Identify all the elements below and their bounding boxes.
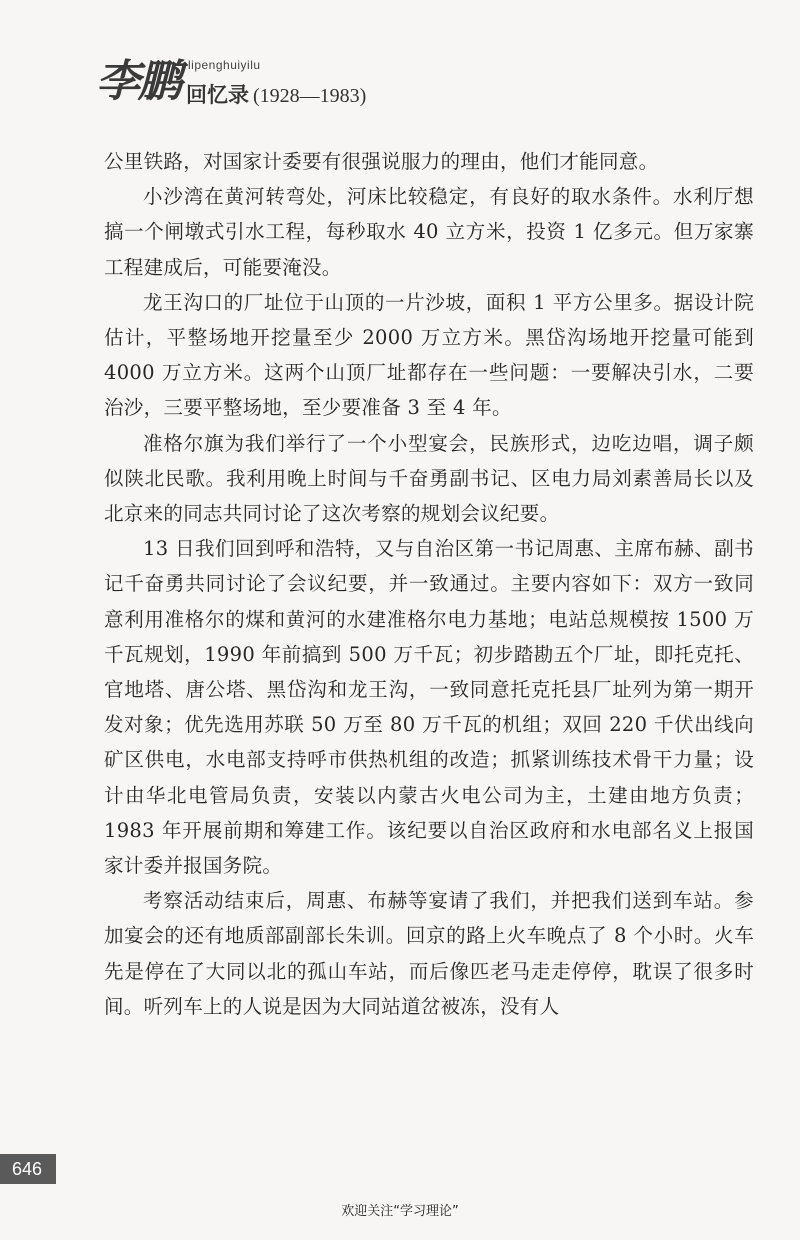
- paragraph: 小沙湾在黄河转弯处，河床比较稳定，有良好的取水条件。水利厅想搞一个闸墩式引水工程，每秒取水 40 立方米，投资 1 亿多元。但万家寨工程建成后，可能要淹没。: [104, 185, 754, 279]
- paragraph: 准格尔旗为我们举行了一个小型宴会，民族形式，边吃边唱，调子颇似陕北民歌。我利用晚上时间与千奋勇副书记、区电力局刘素善局长以及北京来的同志共同讨论了这次考察的规划会议纪要。: [104, 431, 754, 526]
- calligraphy-logo: 李鹏: [96, 56, 180, 107]
- book-years: (1928—1983): [253, 85, 367, 107]
- page-number-rule: [54, 1154, 56, 1184]
- paragraph: 13 日我们回到呼和浩特，又与自治区第一书记周惠、主席布赫、副书记千奋勇共同讨论了会议纪要，并一致通过。主要内容如下：双方一致同意利用准格尔的煤和黄河的水建准格尔电力基地；电站总规模按 1500 万千瓦规划，1990 年前搞到 500 万千瓦；初步踏勘五个厂址，即托克托、官地塔、唐公塔、黑岱沟和龙王沟，一致同意托克托县厂址列为第一期开发对象；优先选用苏联 50 万至 80 万千瓦的机组；双回 220 千伏出线向矿区供电，水电部支持呼市供热机组的改造；抓紧训练技术骨干力量；设计由华北电管局负责，安装以内蒙古火电公司为主，土建由地方负责；1983 年开展前期和筹建工作。该纪要以自治区政府和水电部名义上报国家计委并报国务院。: [104, 537, 754, 878]
- book-title: [186, 82, 366, 109]
- running-header: [96, 52, 496, 116]
- body-text: [104, 144, 754, 1024]
- paragraph-continuation: 公里铁路，对国家计委要有很强说服力的理由，他们才能同意。: [104, 150, 659, 173]
- paragraph: 考察活动结束后，周惠、布赫等宴请了我们，并把我们送到车站。参加宴会的还有地质部副部长朱训。回京的路上火车晚点了 8 个小时。火车先是停在了大同以北的孤山车站，而后像匹老马走走停停，耽误了很多时间。听列车上的人说是因为大同站道岔被冻，没有人: [104, 889, 754, 1018]
- footer-note: 欢迎关注“学习理论”: [341, 1204, 459, 1219]
- paragraph: 龙王沟口的厂址位于山顶的一片沙坡，面积 1 平方公里多。据设计院估计，平整场地开挖量至少 2000 万立方米。黑岱沟场地开挖量可能到 4000 万立方米。这两个山顶厂址都存在一些问题：一要解决引水，二要治沙，三要平整场地，至少要准备 3 至 4 年。: [104, 290, 754, 420]
- book-title-text: 回忆录: [186, 83, 249, 107]
- pinyin-label: lipenghuiyilu: [188, 58, 261, 72]
- page-number: 646: [0, 1154, 54, 1184]
